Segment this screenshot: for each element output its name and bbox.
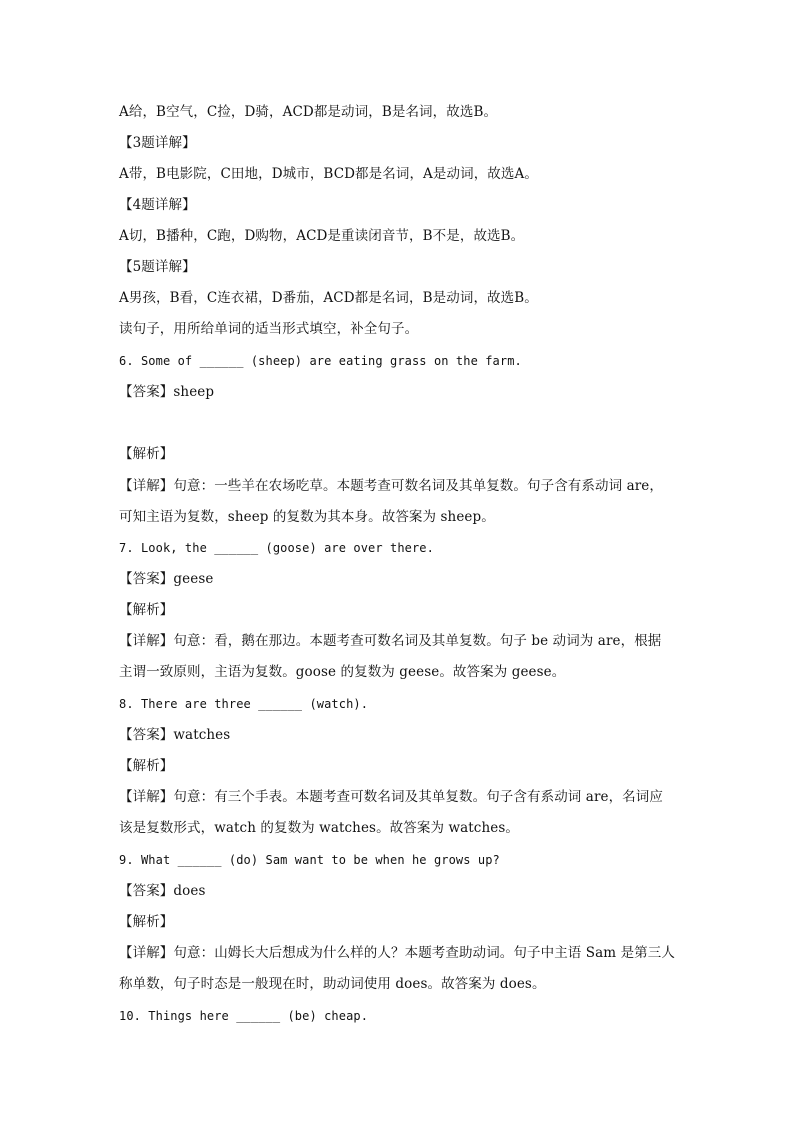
section-heading-q3: 【3题详解】 [119, 135, 196, 151]
answer-6: 【答案】sheep [119, 384, 215, 400]
answer-explanation-3: A带，B电影院，C田地，D城市，BCD都是名词，A是动词，故选A。 [119, 166, 538, 182]
answer-8: 【答案】watches [119, 727, 231, 743]
answer-explanation-5: A男孩，B看，C连衣裙，D番茄，ACD都是名词，B是动词，故选B。 [119, 290, 538, 306]
question-8: 8. There are three ______ (watch). [119, 697, 369, 711]
answer-9: 【答案】does [119, 883, 206, 899]
analysis-label-9: 【解析】 [119, 914, 174, 930]
question-9: 9. What ______ (do) Sam want to be when he grows up? [119, 853, 500, 867]
detail-8-line-1: 【详解】句意：有三个手表。本题考查可数名词及其单复数。句子含有系动词 are，名词应 [119, 789, 663, 805]
answer-explanation-4: A切，B播种，C跑，D购物，ACD是重读闭音节，B不是，故选B。 [119, 228, 525, 244]
detail-6-line-1: 【详解】句意：一些羊在农场吃草。本题考查可数名词及其单复数。句子含有系动词 are， [119, 478, 663, 494]
answer-7: 【答案】geese [119, 571, 214, 587]
detail-7-line-1: 【详解】句意：看，鹅在那边。本题考查可数名词及其单复数。句子 be 动词为 are，根据 [119, 633, 662, 649]
analysis-label-7: 【解析】 [119, 602, 174, 618]
detail-8-line-2: 该是复数形式，watch 的复数为 watches。故答案为 watches。 [119, 820, 519, 836]
section-heading-q5: 【5题详解】 [119, 259, 196, 275]
detail-9-line-1: 【详解】句意：山姆长大后想成为什么样的人？本题考查助动词。句子中主语 Sam 是第三人 [119, 945, 675, 961]
section-heading-q4: 【4题详解】 [119, 197, 196, 213]
analysis-label-6: 【解析】 [119, 446, 174, 462]
question-6: 6. Some of ______ (sheep) are eating grass on the farm. [119, 354, 522, 368]
question-7: 7. Look, the ______ (goose) are over there. [119, 541, 434, 555]
detail-9-line-2: 称单数，句子时态是一般现在时，助动词使用 does。故答案为 does。 [119, 976, 546, 992]
answer-explanation-2: A给，B空气，C捡，D骑，ACD都是动词，B是名词，故选B。 [119, 104, 498, 120]
detail-7-line-2: 主谓一致原则，主语为复数。goose 的复数为 geese。故答案为 geese。 [119, 664, 566, 680]
analysis-label-8: 【解析】 [119, 758, 174, 774]
detail-6-line-2: 可知主语为复数，sheep 的复数为其本身。故答案为 sheep。 [119, 509, 495, 525]
instruction-text: 读句子，用所给单词的适当形式填空，补全句子。 [119, 321, 419, 337]
question-10: 10. Things here ______ (be) cheap. [119, 1009, 369, 1023]
